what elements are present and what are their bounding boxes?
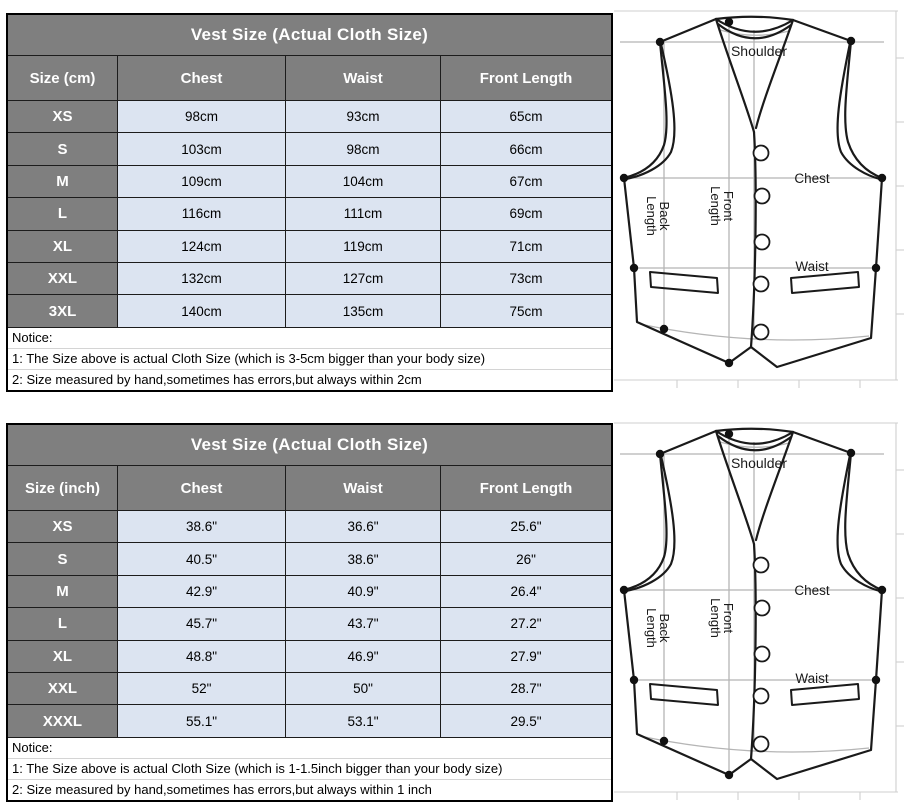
- value-cell: 75cm: [440, 295, 611, 326]
- value-cell: 119cm: [285, 231, 440, 262]
- column-header-front-length: Front Length: [440, 466, 611, 510]
- notice: [8, 737, 611, 800]
- notice-item: 1: The Size above is actual Cloth Size (which is 3-5cm bigger than your body size): [8, 348, 611, 369]
- value-cell: 53.1": [285, 705, 440, 736]
- value-cell: 71cm: [440, 231, 611, 262]
- size-cell: XXL: [8, 263, 117, 294]
- value-cell: 73cm: [440, 263, 611, 294]
- svg-text:BackLength: BackLength: [644, 608, 672, 648]
- size-cell: S: [8, 543, 117, 574]
- value-cell: 46.9": [285, 641, 440, 672]
- value-cell: 103cm: [117, 133, 285, 164]
- notice-item: 2: Size measured by hand,sometimes has errors,but always within 1 inch: [8, 779, 611, 800]
- value-cell: 55.1": [117, 705, 285, 736]
- table-row: [8, 542, 611, 574]
- svg-text:Chest: Chest: [794, 583, 830, 598]
- value-cell: 26": [440, 543, 611, 574]
- vest-outline: [624, 17, 882, 367]
- table-row: [8, 672, 611, 704]
- column-header-chest: Chest: [117, 56, 285, 100]
- value-cell: 93cm: [285, 101, 440, 132]
- table-row: [8, 510, 611, 542]
- size-cell: XL: [8, 641, 117, 672]
- table-header-row: [8, 55, 611, 100]
- value-cell: 36.6": [285, 511, 440, 542]
- svg-text:Chest: Chest: [794, 171, 830, 186]
- table-row: [8, 607, 611, 639]
- value-cell: 48.8": [117, 641, 285, 672]
- table-body: [8, 510, 611, 737]
- value-cell: 111cm: [285, 198, 440, 229]
- value-cell: 25.6": [440, 511, 611, 542]
- svg-text:Shoulder: Shoulder: [730, 43, 788, 59]
- pocket-right: [791, 684, 859, 705]
- value-cell: 40.9": [285, 576, 440, 607]
- table-row: [8, 640, 611, 672]
- value-cell: 40.5": [117, 543, 285, 574]
- value-cell: 26.4": [440, 576, 611, 607]
- pocket-right: [791, 272, 859, 293]
- value-cell: 66cm: [440, 133, 611, 164]
- pocket-left: [650, 272, 718, 293]
- size-cell: M: [8, 166, 117, 197]
- vest-diagram: [614, 412, 914, 806]
- svg-text:Waist: Waist: [795, 259, 829, 274]
- table-row: [8, 165, 611, 197]
- table-row: [8, 575, 611, 607]
- size-table-inch: [6, 423, 613, 802]
- svg-text:BackLength: BackLength: [644, 196, 672, 236]
- notice: [8, 327, 611, 390]
- column-header-size: Size (inch): [8, 466, 117, 510]
- value-cell: 29.5": [440, 705, 611, 736]
- value-cell: 65cm: [440, 101, 611, 132]
- table-row: [8, 704, 611, 736]
- value-cell: 50": [285, 673, 440, 704]
- column-header-front-length: Front Length: [440, 56, 611, 100]
- size-cell: XXL: [8, 673, 117, 704]
- column-header-waist: Waist: [285, 466, 440, 510]
- value-cell: 52": [117, 673, 285, 704]
- table-header-row: [8, 465, 611, 510]
- size-cell: XL: [8, 231, 117, 262]
- value-cell: 38.6": [285, 543, 440, 574]
- size-cell: S: [8, 133, 117, 164]
- column-header-size: Size (cm): [8, 56, 117, 100]
- value-cell: 135cm: [285, 295, 440, 326]
- value-cell: 42.9": [117, 576, 285, 607]
- size-cell: XS: [8, 101, 117, 132]
- column-header-chest: Chest: [117, 466, 285, 510]
- table-row: [8, 230, 611, 262]
- notice-item: 1: The Size above is actual Cloth Size (which is 1-1.5inch bigger than your body size): [8, 758, 611, 779]
- size-table-cm: [6, 13, 613, 392]
- table-row: [8, 294, 611, 326]
- table-body: [8, 100, 611, 327]
- value-cell: 116cm: [117, 198, 285, 229]
- value-cell: 38.6": [117, 511, 285, 542]
- pocket-left: [650, 684, 718, 705]
- svg-text:Waist: Waist: [795, 671, 829, 686]
- size-cell: XS: [8, 511, 117, 542]
- vest-diagram: [614, 0, 914, 400]
- notice-item: 2: Size measured by hand,sometimes has errors,but always within 2cm: [8, 369, 611, 390]
- table-row: [8, 262, 611, 294]
- value-cell: 98cm: [285, 133, 440, 164]
- size-cell: 3XL: [8, 295, 117, 326]
- notice-title: Notice:: [12, 739, 53, 755]
- table-row: [8, 197, 611, 229]
- value-cell: 127cm: [285, 263, 440, 294]
- svg-text:Shoulder: Shoulder: [730, 455, 788, 471]
- column-header-waist: Waist: [285, 56, 440, 100]
- value-cell: 124cm: [117, 231, 285, 262]
- value-cell: 109cm: [117, 166, 285, 197]
- value-cell: 98cm: [117, 101, 285, 132]
- size-cell: L: [8, 608, 117, 639]
- svg-text:FrontLength: FrontLength: [708, 186, 736, 226]
- table-row: [8, 132, 611, 164]
- value-cell: 132cm: [117, 263, 285, 294]
- value-cell: 104cm: [285, 166, 440, 197]
- value-cell: 27.9": [440, 641, 611, 672]
- value-cell: 28.7": [440, 673, 611, 704]
- value-cell: 69cm: [440, 198, 611, 229]
- value-cell: 140cm: [117, 295, 285, 326]
- table-title: Vest Size (Actual Cloth Size): [8, 425, 611, 465]
- notice-title: Notice:: [12, 329, 53, 345]
- value-cell: 43.7": [285, 608, 440, 639]
- value-cell: 27.2": [440, 608, 611, 639]
- vest-outline: [624, 429, 882, 779]
- value-cell: 67cm: [440, 166, 611, 197]
- table-title: Vest Size (Actual Cloth Size): [8, 15, 611, 55]
- value-cell: 45.7": [117, 608, 285, 639]
- size-cell: M: [8, 576, 117, 607]
- svg-text:FrontLength: FrontLength: [708, 598, 736, 638]
- table-row: [8, 100, 611, 132]
- size-cell: L: [8, 198, 117, 229]
- size-cell: XXXL: [8, 705, 117, 736]
